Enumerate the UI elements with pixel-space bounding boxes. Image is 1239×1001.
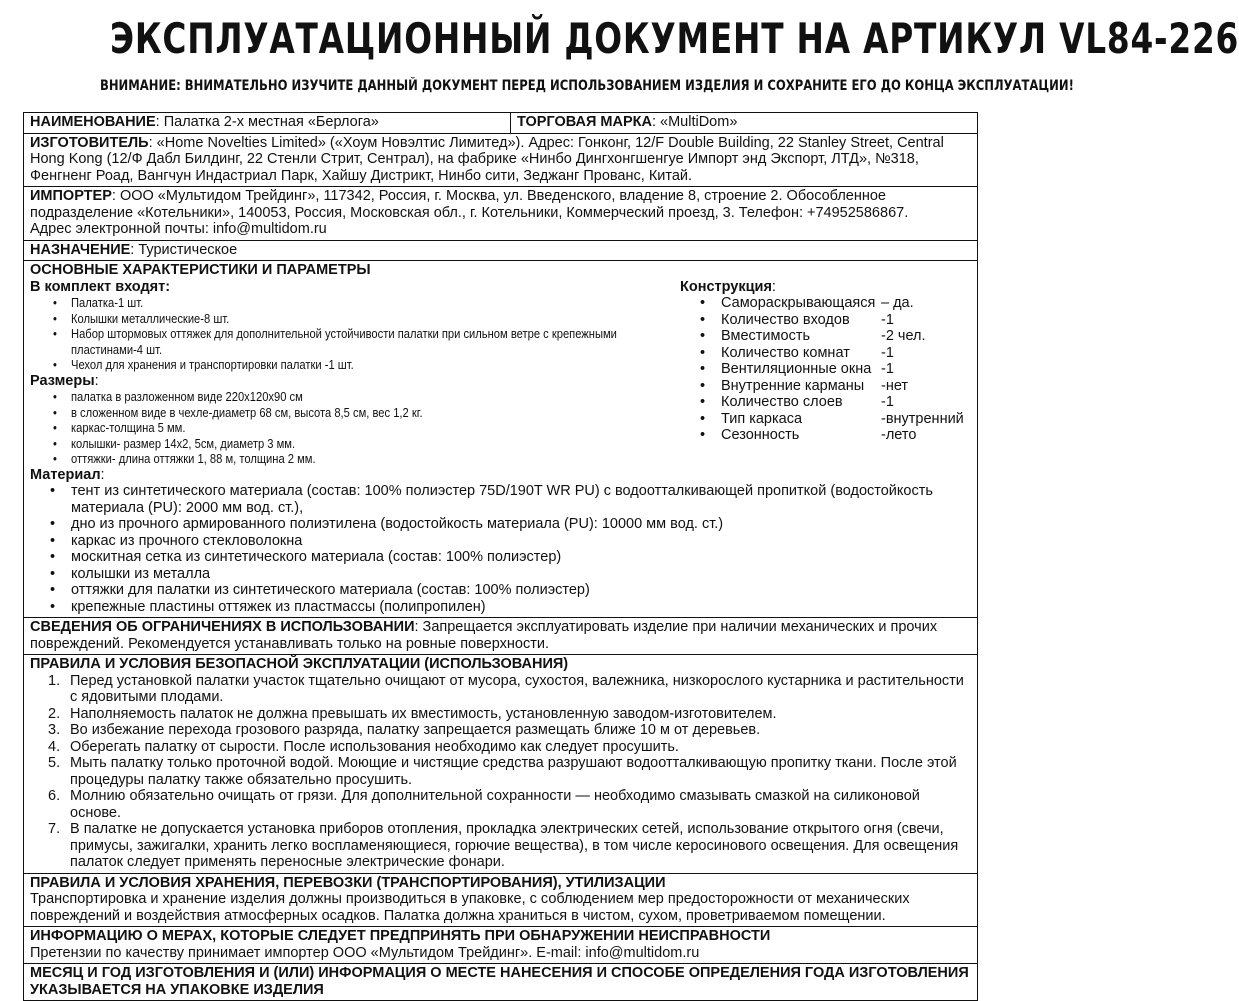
restrictions-section: СВЕДЕНИЯ ОБ ОГРАНИЧЕНИЯХ В ИСПОЛЬЗОВАНИИ: Запрещается эксплуатировать изделие при наличии механических и прочих повреждений. Рекомендуется устанавливать только на ровные поверхности. (24, 618, 977, 655)
importer-section: ИМПОРТЕР: ООО «Мультидом Трейдинг», 117342, Россия, г. Москва, ул. Введенского, владение 8, строение 2. Обособленное подразделение «Котельники», 140053, Россия, Московская обл., г. Котельники, Коммерческий проезд, 3. Телефон: +74952586867. Адрес электронной почты: info@multidom.ru (24, 187, 977, 241)
sizes-label: Размеры (30, 372, 95, 389)
defects-heading: ИНФОРМАЦИЮ О МЕРАХ, КОТОРЫЕ СЛЕДУЕТ ПРЕДПРИНЯТЬ ПРИ ОБНАРУЖЕНИИ НЕИСПРАВНОСТИ (30, 928, 771, 944)
list-item: • Палатка-1 шт. (71, 295, 669, 311)
list-item: • Количество комнат -1 (721, 345, 971, 362)
brand-cell: ТОРГОВАЯ МАРКА: «MultiDom» (517, 114, 738, 130)
safety-heading: ПРАВИЛА И УСЛОВИЯ БЕЗОПАСНОЙ ЭКСПЛУАТАЦИИ (ИСПОЛЬЗОВАНИЯ) (30, 656, 569, 672)
list-item: • Количество входов -1 (721, 312, 971, 329)
defects-section (24, 927, 977, 964)
kit-list (30, 295, 670, 373)
list-item: • Вместимость -2 чел. (721, 328, 971, 345)
storage-heading: ПРАВИЛА И УСЛОВИЯ ХРАНЕНИЯ, ПЕРЕВОЗКИ (ТРАНСПОРТИРОВАНИЯ), УТИЛИЗАЦИИ (30, 874, 666, 891)
list-item: • каркас-толщина 5 мм. (71, 420, 669, 436)
kit-label: В комплект входят: (30, 278, 171, 295)
safety-section (24, 655, 977, 874)
list-item: • Количество слоев -1 (721, 394, 971, 411)
list-item: • Самораскрывающаяся – да. (721, 295, 971, 312)
list-item: • крепежные пластины оттяжек из пластмассы (полипропилен) (71, 599, 971, 616)
defects-text: Претензии по качеству принимает импортер ООО «Мультидом Трейдинг». E-mail: info@multidom.ru (30, 944, 700, 961)
specs-heading: ОСНОВНЫЕ ХАРАКТЕРИСТИКИ И ПАРАМЕТРЫ (30, 262, 371, 278)
list-item: • каркас из прочного стекловолокна (71, 533, 971, 550)
storage-text: Транспортировка и хранение изделия должны производиться в упаковке, с соблюдением мер предосторожности от механических повреждений и воздействия атмосферных осадков. Палатка должна храниться в чистом, сухом, проветриваемом помещении. (30, 891, 910, 924)
list-item: • Тип каркаса -внутренний (721, 411, 971, 428)
list-item: 4. Оберегать палатку от сырости. После использования необходимо как следует просушить. (48, 738, 679, 755)
materials-list (30, 483, 971, 615)
material-label: Материал (30, 466, 101, 483)
list-item: • Набор штормовых оттяжек для дополнительной устойчивости палатки при сильном ветре с крепежными пластинами-4 шт. (71, 326, 669, 357)
storage-section (24, 874, 977, 928)
list-item: • оттяжки для палатки из синтетического материала (состав: 100% полиэстер) (71, 582, 971, 599)
specs-section: ОСНОВНЫЕ ХАРАКТЕРИСТИКИ И ПАРАМЕТРЫ В комплект входят: • Палатка-1 шт. • Колышки металлические-8 шт. • Набор штормовых оттяжек для дополнительной устойчивости палатки при сильном ветре с крепежными пластинами-4 шт. • Чехол для хранения и транспортировки палатки -1 шт. Размеры: • палатка в разложенном виде 220х120х90 см • в сложенном виде в чехле-диаметр 68 см, высота 8,5 см, вес 1,2 кг. • каркас-толщина 5 мм. • колышки- размер 14х2, 5см, диаметр 3 мм. • оттяжки- длина оттяжки 1, 88 м, толщина 2 мм. Конструкция: • Самораскрывающаяся – да. • Количество входов -1 • Вместимость -2 чел. • Количество комнат -1 • Вентиляционные окна -1 • Внутренние карманы -нет • Количество слоев -1 • Тип каркаса -внутренний • Сезонность -лето Материал: • тент из синтетического материала (состав: 100% полиэстер 75D/190T WR PU) с водоотталкивающей пропиткой (водостойкость материала (PU): 2000 мм вод. ст.), • дно из прочного армированного полиэтилена (водостойкость материала (PU): 10000 мм вод. ст.) • каркас из прочного стекловолокна • москитная сетка из синтетического материала (состав: 100% полиэстер) • колышки из металла • оттяжки для палатки из синтетического материала (состав: 100% полиэстер) • крепежные пластины оттяжек из пластмассы (полипропилен) (24, 261, 977, 618)
list-item: 3. Во избежание перехода грозового разряда, палатку запрещается размещать ближе 10 м от деревьев. (48, 722, 761, 738)
list-item: • колышки- размер 14х2, 5см, диаметр 3 мм. (71, 436, 669, 452)
purpose-section: НАЗНАЧЕНИЕ: Туристическое (24, 241, 977, 262)
list-item: • дно из прочного армированного полиэтилена (водостойкость материала (PU): 10000 мм вод. ст.) (71, 516, 971, 533)
document-table (23, 112, 978, 1001)
page-title: ЭКСПЛУАТАЦИОННЫЙ ДОКУМЕНТ НА АРТИКУЛ VL84-226 (110, 14, 1239, 63)
construction-list (680, 295, 971, 444)
list-item: 2. Наполняемость палаток не должна превышать их вместимость, установленную заводом-изготовителем. (48, 705, 777, 722)
list-item: • Чехол для хранения и транспортировки палатки -1 шт. (71, 357, 669, 373)
list-item: • палатка в разложенном виде 220х120х90 см (71, 389, 669, 405)
manufacturer-section: ИЗГОТОВИТЕЛЬ: «Home Novelties Limited» («Хоум Новэлтис Лимитед»). Адрес: Гонконг, 12/F Double Building, 22 Stanley Street, Central Hong Kong (12/Ф Дабл Билдинг, 22 Стенли Стрит, Сентрал), на фабрике «Нинбо Дингхонгшенгуе Импорт энд Экспорт, ЛТД», №318, Фенгненг Роад, Вангчун Индастриал Парк, Хайшу Дистрикт, Нинбо сити, Зеджанг Прованс, Китай. (24, 134, 977, 188)
list-item: • тент из синтетического материала (состав: 100% полиэстер 75D/190T WR PU) с водоотталкивающей пропиткой (водостойкость материала (PU): 2000 мм вод. ст.), (71, 483, 971, 516)
production-heading: МЕСЯЦ И ГОД ИЗГОТОВЛЕНИЯ И (ИЛИ) ИНФОРМАЦИЯ О МЕСТЕ НАНЕСЕНИЯ И СПОСОБЕ ОПРЕДЕЛЕНИЯ ГОДА ИЗГОТОВЛЕНИЯ УКАЗЫВАЕТСЯ НА УПАКОВКЕ ИЗДЕЛИЯ (30, 965, 969, 998)
list-item: 5. Мыть палатку только проточной водой. Моющие и чистящие средства разрушают водоотталкивающую пропитку ткани. После этой процедуры палатку также обязательно просушить. (48, 755, 957, 788)
list-item: • Сезонность -лето (721, 427, 971, 444)
importer-email: Адрес электронной почты: info@multidom.ru (30, 221, 327, 237)
list-item: • Колышки металлические-8 шт. (71, 311, 669, 327)
warning-subtitle: ВНИМАНИЕ: ВНИМАТЕЛЬНО ИЗУЧИТЕ ДАННЫЙ ДОКУМЕНТ ПЕРЕД ИСПОЛЬЗОВАНИЕМ ИЗДЕЛИЯ И СОХРАНИТЕ ЕГО ДО КОНЦА ЭКСПЛУАТАЦИИ! (100, 78, 1074, 94)
sizes-list (30, 389, 670, 467)
product-name-cell: НАИМЕНОВАНИЕ: Палатка 2-х местная «Берлога» (24, 113, 511, 133)
list-item: • Вентиляционные окна -1 (721, 361, 971, 378)
list-item: • колышки из металла (71, 566, 971, 583)
list-item: • москитная сетка из синтетического материала (состав: 100% полиэстер) (71, 549, 971, 566)
name-brand-row (24, 113, 977, 134)
list-item: • оттяжки- длина оттяжки 1, 88 м, толщина 2 мм. (71, 451, 669, 467)
production-section (24, 964, 977, 1000)
safety-list (30, 673, 971, 871)
list-item: • в сложенном виде в чехле-диаметр 68 см, высота 8,5 см, вес 1,2 кг. (71, 405, 669, 421)
list-item: 1. Перед установкой палатки участок тщательно очищают от мусора, сухостоя, валежника, низкорослого кустарника и растительности с ядовитыми плодами. (48, 672, 964, 705)
list-item: 6. Молнию обязательно очищать от грязи. Для дополнительной сохранности — необходимо смазывать смазкой на силиконовой основе. (48, 788, 920, 821)
list-item: • Внутренние карманы -нет (721, 378, 971, 395)
list-item: 7. В палатке не допускается установка приборов отопления, прокладка электрических сетей, использование открытого огня (свечи, примусы, зажигалки, хранить легко воспламеняющиеся, горючие вещества), в том числе керосинового освещения. Для освещения палаток следует применять переносные электрические фонари. (48, 821, 959, 870)
construction-label: Конструкция (680, 278, 772, 295)
